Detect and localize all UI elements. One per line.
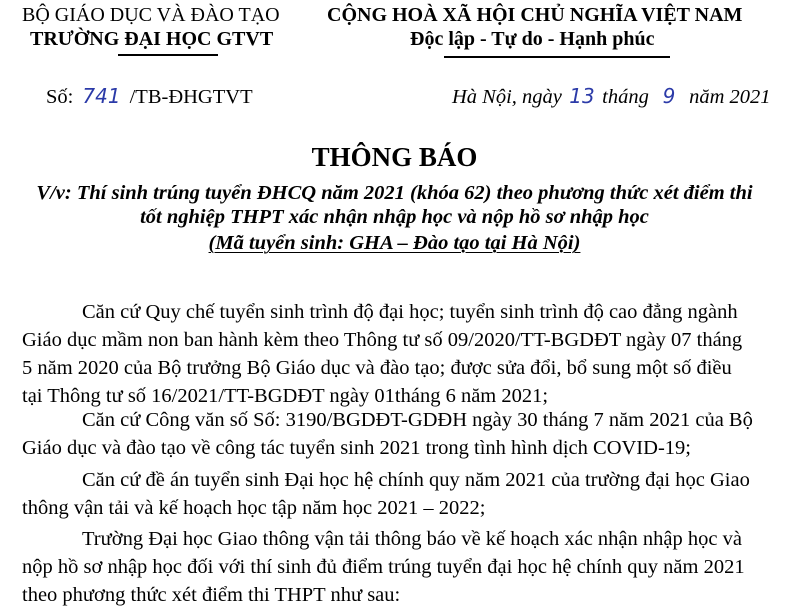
so-number-handwritten: 741 <box>82 84 121 108</box>
paragraph-line: Căn cứ Công văn số Số: 3190/BGDĐT-GDĐH ngày 30 tháng 7 năm 2021 của Bộ <box>82 409 753 431</box>
paragraph-line: Giáo dục và đào tạo về công tác tuyển sinh 2021 trong tình hình dịch COVID-19; <box>22 437 691 459</box>
reference-line <box>46 84 253 109</box>
subject-line-3 <box>0 232 789 255</box>
year-text: năm 2021 <box>689 86 771 108</box>
paragraph-line: nộp hồ sơ nhập học đối với thí sinh đủ điểm trúng tuyển đại học hệ chính quy năm 2021 <box>22 556 745 578</box>
day-handwritten: 13 <box>569 84 595 108</box>
subject-line-2: tốt nghiệp THPT xác nhận nhập học và nộp hồ sơ nhập học <box>140 206 649 228</box>
paragraph-line: theo phương thức xét điểm thi THPT như sau: <box>22 584 401 606</box>
university-name: TRƯỜNG ĐẠI HỌC GTVT <box>30 28 274 50</box>
paragraph-line: thông vận tải và kế hoạch học tập năm học 2021 – 2022; <box>22 497 486 519</box>
so-suffix: /TB-ĐHGTVT <box>129 86 253 108</box>
paragraph-line: Giáo dục mầm non ban hành kèm theo Thông tư số 09/2020/TT-BGDĐT ngày 07 tháng <box>22 329 743 351</box>
place-date-prefix: Hà Nội, ngày <box>452 86 562 108</box>
paragraph-line: Trường Đại học Giao thông vận tải thông báo về kế hoạch xác nhận nhập học và <box>82 528 742 550</box>
paragraph-line: tại Thông tư số 16/2021/TT-BGDĐT ngày 01tháng 6 năm 2021; <box>22 385 549 407</box>
ministry-name: BỘ GIÁO DỤC VÀ ĐÀO TẠO <box>22 4 280 26</box>
month-label: tháng <box>602 86 649 108</box>
republic-name: CỘNG HOÀ XÃ HỘI CHỦ NGHĨA VIỆT NAM <box>327 4 743 26</box>
paragraph-line: Căn cứ Quy chế tuyển sinh trình độ đại học; tuyển sinh trình độ cao đẳng ngành <box>82 301 738 323</box>
paragraph-1 <box>22 298 782 410</box>
paragraph-line: Căn cứ đề án tuyển sinh Đại học hệ chính quy năm 2021 của trường đại học Giao <box>82 469 750 491</box>
month-handwritten: 9 <box>662 84 676 108</box>
place-date <box>452 84 771 109</box>
paragraph-2 <box>22 406 782 462</box>
motto-underline <box>444 56 670 58</box>
paragraph-3 <box>22 466 782 522</box>
so-label: Số: <box>46 86 74 108</box>
paragraph-line: 5 năm 2020 của Bộ trưởng Bộ Giáo dục và đào tạo; được sửa đổi, bổ sung một số điều <box>22 357 732 379</box>
subject-line-3-text: (Mã tuyển sinh: GHA – Đào tạo tại Hà Nội) <box>208 232 581 254</box>
subject-line-1: V/v: Thí sinh trúng tuyển ĐHCQ năm 2021 (khóa 62) theo phương thức xét điểm thi <box>36 182 753 204</box>
paragraph-4 <box>22 525 782 609</box>
document-title: THÔNG BÁO <box>311 142 478 172</box>
national-motto: Độc lập - Tự do - Hạnh phúc <box>410 28 655 50</box>
university-underline <box>118 54 218 56</box>
